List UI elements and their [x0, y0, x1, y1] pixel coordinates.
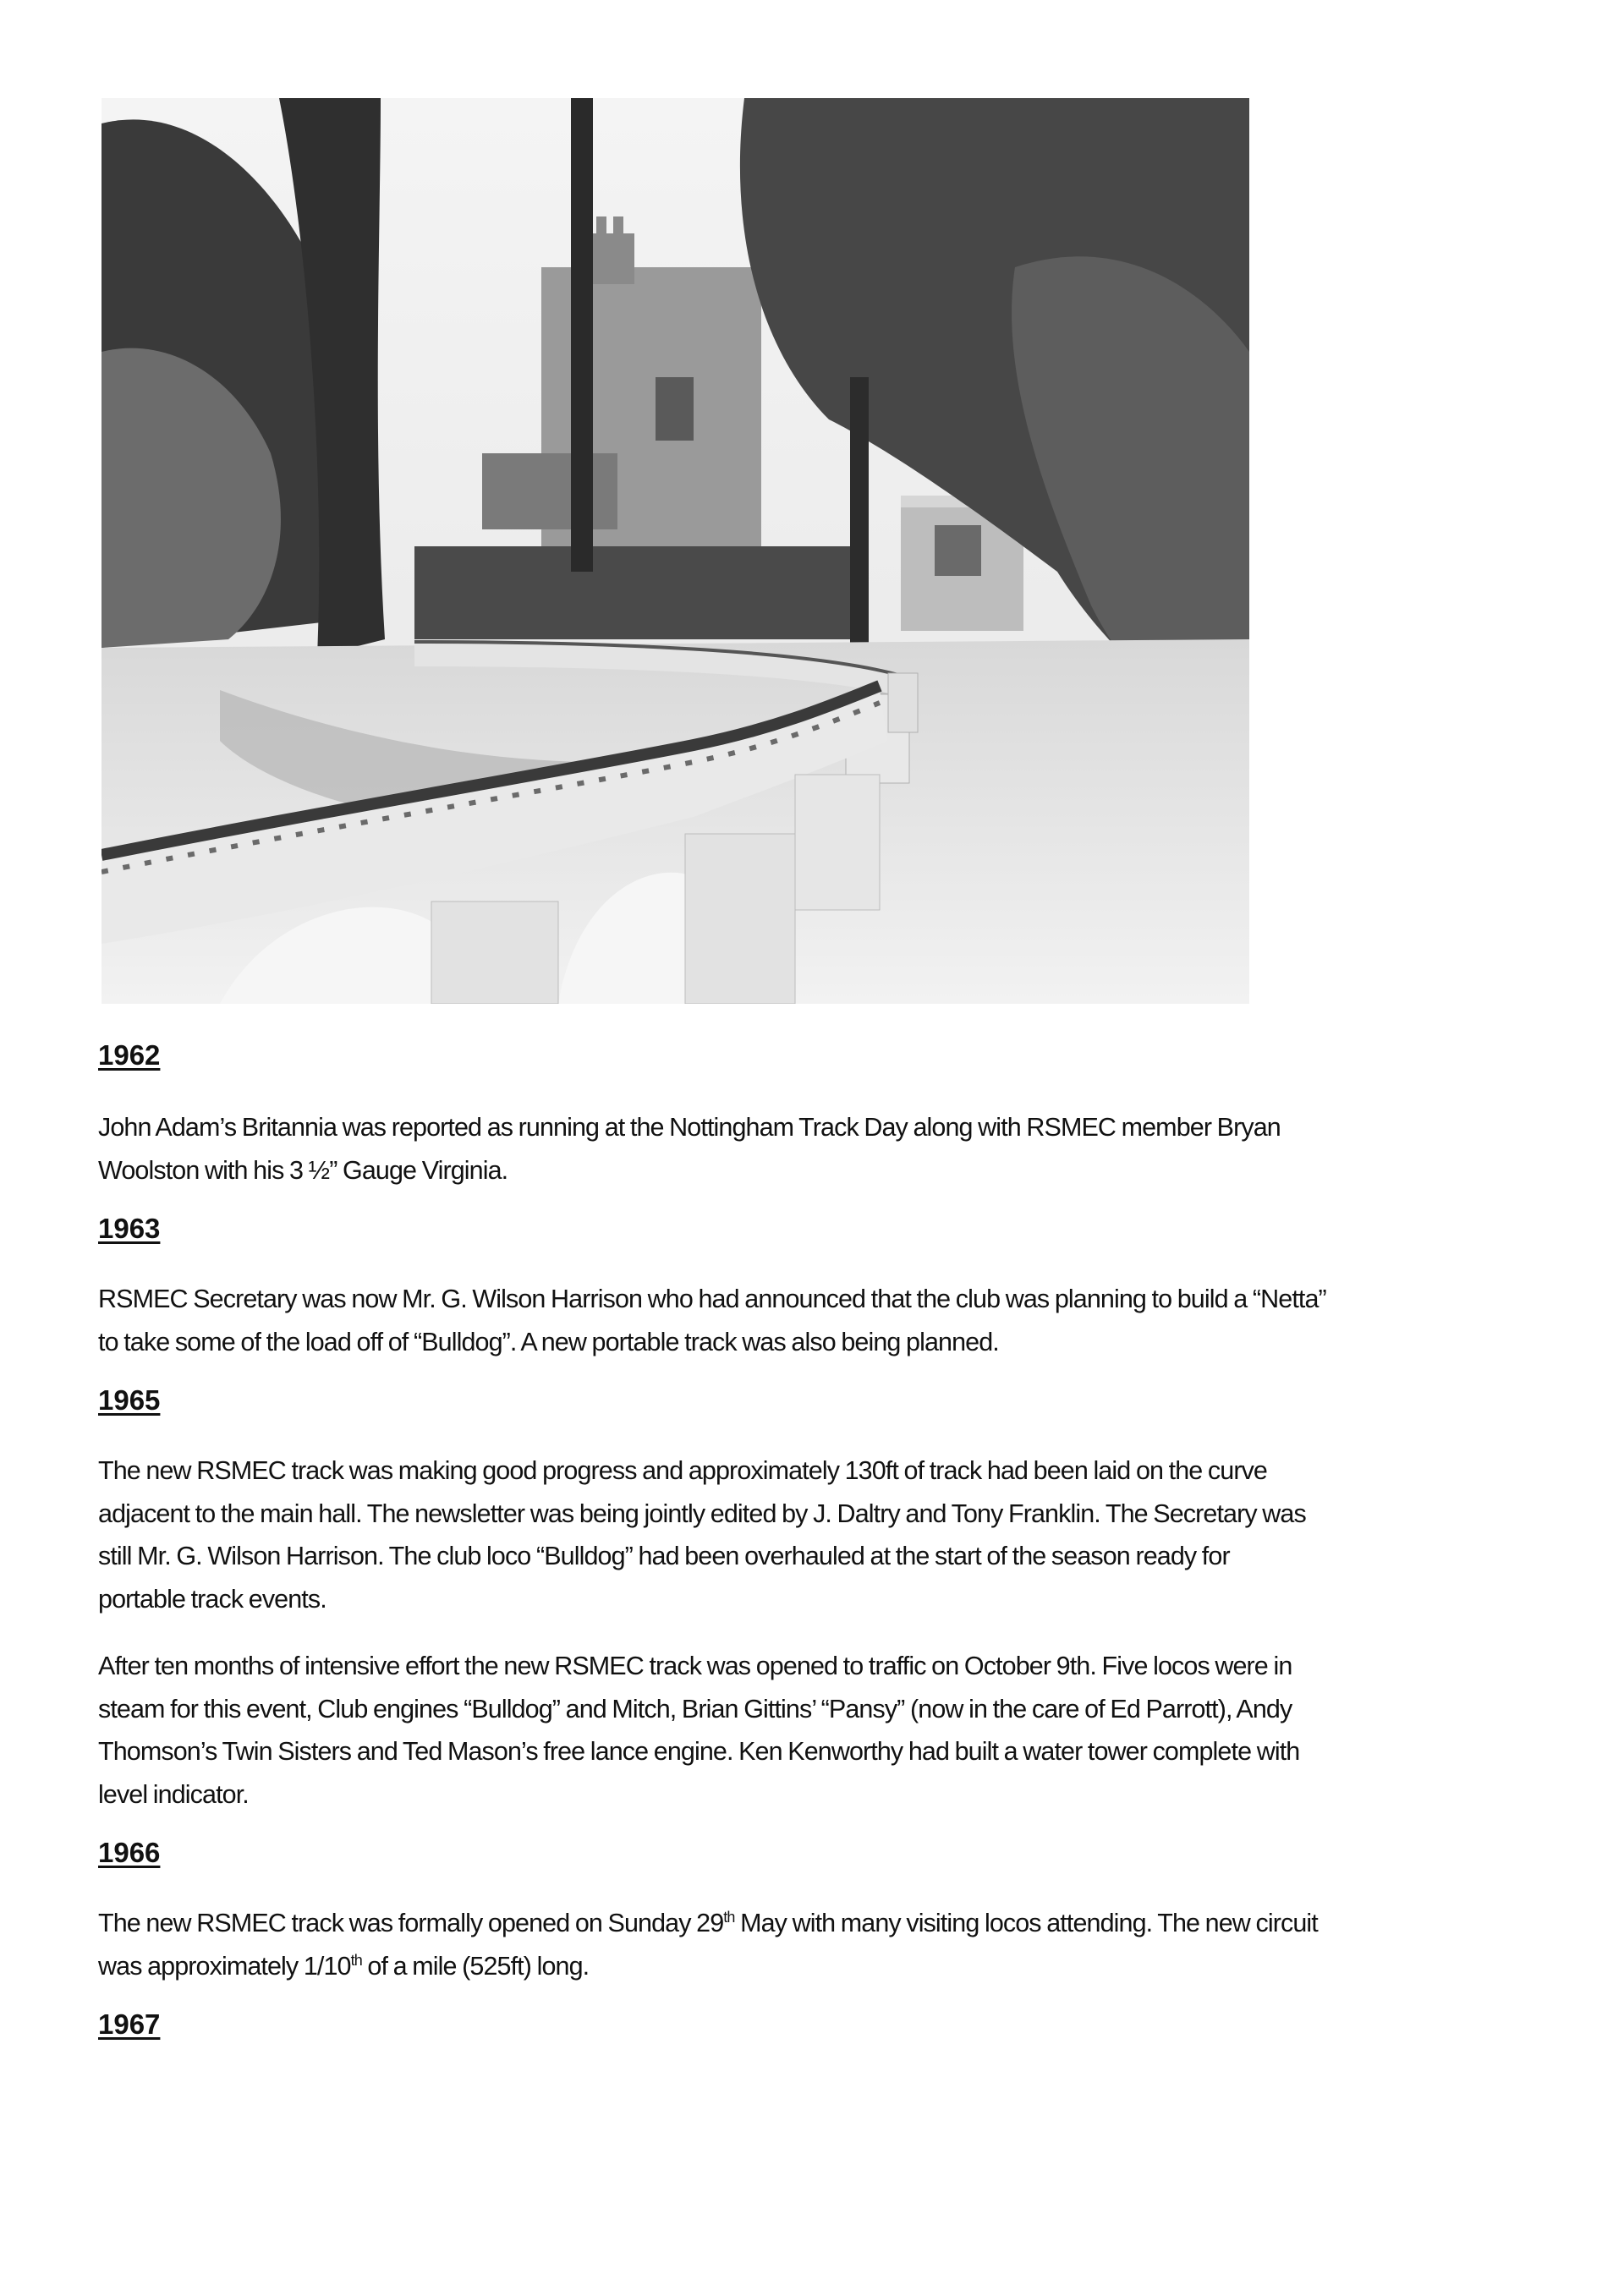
paragraph-1963 — [98, 1278, 1528, 1363]
text-line — [98, 1945, 1528, 1988]
paragraph-1962 — [98, 1106, 1528, 1192]
history-timeline — [98, 1038, 1528, 2043]
section-1966 — [98, 1836, 1528, 1987]
section-1963 — [98, 1212, 1528, 1363]
text-line: After ten months of intensive effort the new RSMEC track was opened to traffic on October 9th. Five locos were in — [98, 1652, 1292, 1680]
paragraph-1966 — [98, 1902, 1528, 1987]
text-line: still Mr. G. Wilson Harrison. The club loco “Bulldog” had been overhauled at the start of the season ready for — [98, 1542, 1230, 1570]
paragraph-1965-opening — [98, 1645, 1528, 1816]
text-line: steam for this event, Club engines “Bulldog” and Mitch, Brian Gittins’ “Pansy” (now in the care of Ed Parrott), Andy — [98, 1694, 1292, 1723]
text-line: John Adam’s Britannia was reported as running at the Nottingham Track Day along with RSMEC member Bryan — [98, 1113, 1281, 1142]
text-line: Woolston with his 3 ½” Gauge Virginia. — [98, 1155, 508, 1185]
year-heading-1965: 1965 — [98, 1384, 161, 1416]
text-line: RSMEC Secretary was now Mr. G. Wilson Harrison who had announced that the club was planning to build a “Netta” — [98, 1285, 1326, 1313]
year-heading-1967: 1967 — [98, 2008, 161, 2040]
text-run: The new RSMEC track was formally opened on Sunday 29 — [98, 1909, 724, 1937]
year-heading-1966: 1966 — [98, 1837, 161, 1868]
section-1965 — [98, 1384, 1528, 1816]
text-line — [98, 1902, 1528, 1945]
text-run: was approximately 1/10 — [98, 1951, 351, 1981]
paragraph-1965-track-progress — [98, 1449, 1528, 1620]
ordinal-suffix: th — [723, 1908, 735, 1926]
garden-railway-photo — [102, 98, 1249, 1004]
text-line: portable track events. — [98, 1584, 326, 1614]
section-1967 — [98, 2008, 1528, 2043]
ordinal-suffix: th — [350, 1951, 362, 1969]
text-run: of a mile (525ft) long. — [361, 1951, 590, 1981]
text-line: to take some of the load off of “Bulldog”. A new portable track was also being planned. — [98, 1327, 999, 1356]
year-heading-1963: 1963 — [98, 1213, 161, 1244]
text-run: May with many visiting locos attending. The new circuit — [734, 1909, 1318, 1937]
text-line: adjacent to the main hall. The newsletter was being jointly edited by J. Daltry and Tony Franklin. The Secretary was — [98, 1499, 1306, 1528]
year-heading-1962: 1962 — [98, 1039, 161, 1071]
section-1962 — [98, 1038, 1528, 1192]
text-line: level indicator. — [98, 1779, 249, 1809]
text-line: The new RSMEC track was making good progress and approximately 130ft of track had been laid on the curve — [98, 1456, 1267, 1485]
photo-illustration — [102, 98, 1249, 1004]
text-line: Thomson’s Twin Sisters and Ted Mason’s free lance engine. Ken Kenworthy had built a water tower complete with — [98, 1737, 1300, 1766]
